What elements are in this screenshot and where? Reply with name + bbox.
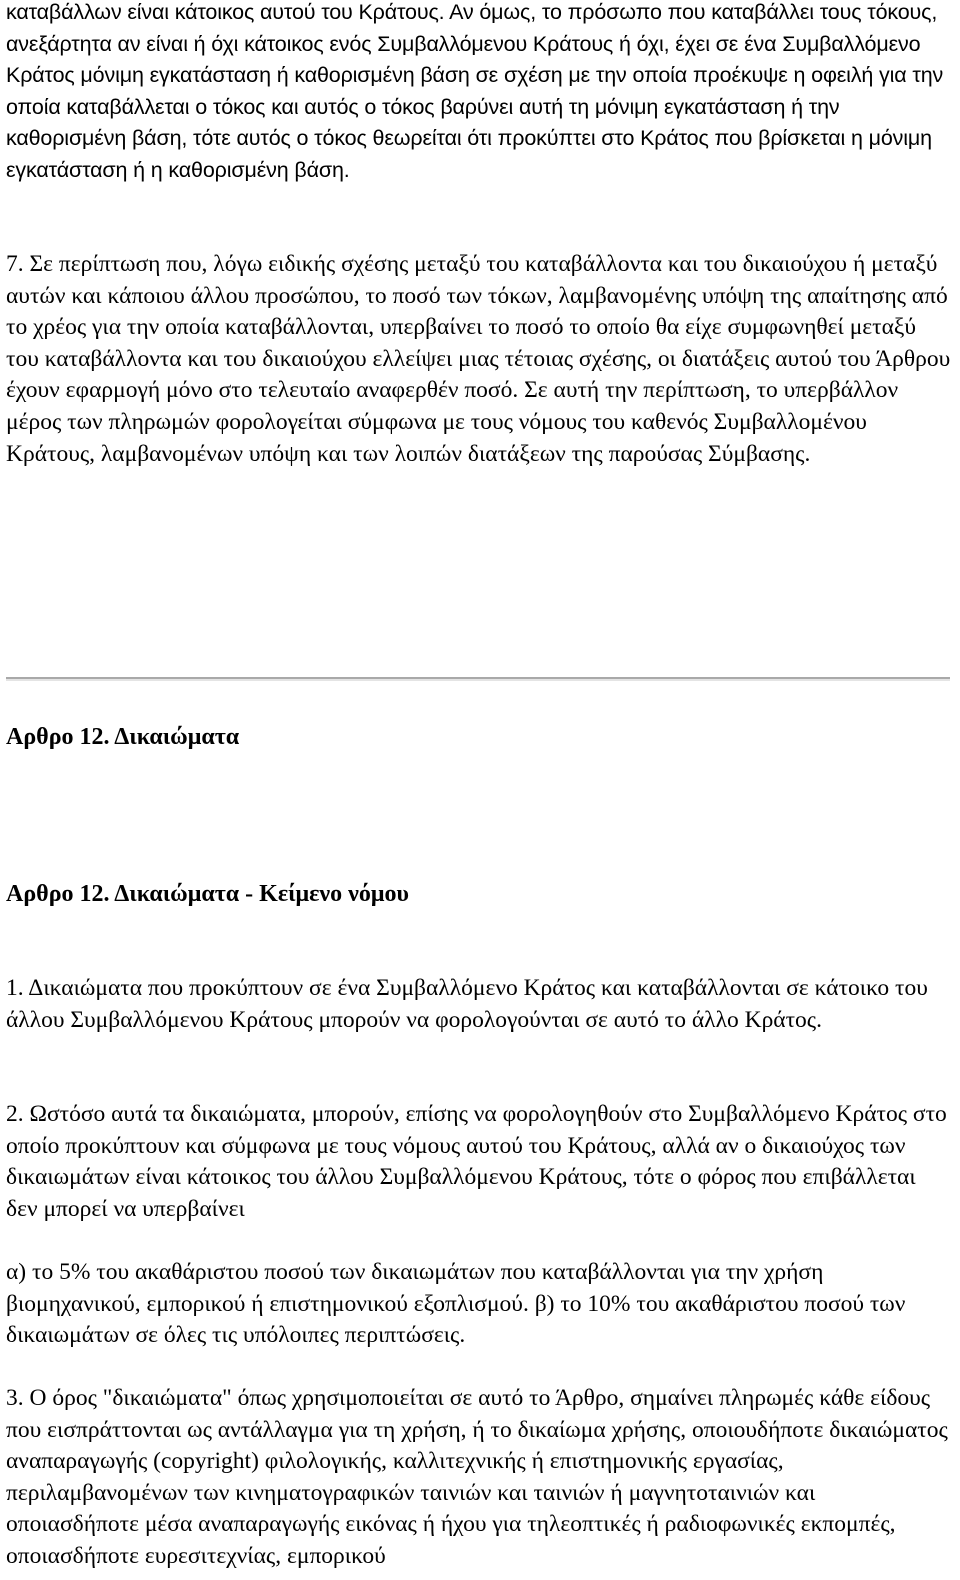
paragraph-7: 7. Σε περίπτωση που, λόγω ειδικής σχέσης μεταξύ του καταβάλλοντα και του δικαιούχου ή μεταξύ αυτών και κάποιου άλλου προσώπου, το ποσό των τόκων, λαμβανομένης υπόψη της απαίτησης από το χρέος για την οποία καταβάλλονται, υπερβαίνει το ποσό το οποίο θα είχε συμφωνηθεί μεταξύ του καταβάλλοντα και του δικαιούχου ελλείψει μιας τέτοιας σχέσης, οι διατάξεις αυτού του Άρθρου έχουν εφαρμογή μόνο στο τελευταίο αναφερθέν ποσό. Σε αυτή την περίπτωση, το υπερβάλλον μέρος των πληρωμών φορολογείται σύμφωνα με τους νόμους του καθενός Συμβαλλομένου Κράτους, λαμβανομένων υπόψη και των λοιπών διατάξεων της παρούσας Σύμβασης. <box>6 251 951 467</box>
paragraph-1: 1. Δικαιώματα που προκύπτουν σε ένα Συμβαλλόμενο Κράτος και καταβάλλονται σε κάτοικο του άλλου Συμβαλλόμενου Κράτους μπορούν να φορολογούνται σε αυτό το άλλο Κράτος. <box>6 975 928 1033</box>
article-heading-law-text: Αρθρο 12. Δικαιώματα - Κείμενο νόμου <box>6 881 409 907</box>
carryover-paragraph: καταβάλλων είναι κάτοικος αυτού του Κράτους. Αν όμως, το πρόσωπο που καταβάλλει τους τόκους, ανεξάρτητα αν είναι ή όχι κάτοικος ενός Συμβαλλόμενου Κράτους ή όχι, έχει σε ένα Συμβαλλόμενο Κράτος μόνιμη εγκατάσταση ή καθορισμένη βάση σε σχέση με την οποία προέκυψε η οφειλή για την οποία καταβάλλεται ο τόκος και αυτός ο τόκος βαρύνει αυτή τη μόνιμη εγκατάσταση ή την καθορισμένη βάση, τότε αυτός ο τόκος θεωρείται ότι προκύπτει στο Κράτος που βρίσκεται η μόνιμη εγκατάσταση ή η καθορισμένη βάση. <box>6 0 944 182</box>
paragraph-2-subitems: α) το 5% του ακαθάριστου ποσού των δικαιωμάτων που καταβάλλονται για την χρήση βιομηχανικού, εμπορικού ή επιστημονικού εξοπλισμού. β) το 10% του ακαθάριστου ποσού των δικαιωμάτων σε όλες τις υπόλοιπες περιπτώσεις. <box>6 1259 906 1349</box>
horizontal-rule <box>6 677 950 681</box>
article-heading: Αρθρο 12. Δικαιώματα <box>6 724 240 750</box>
paragraph-2: 2. Ωστόσο αυτά τα δικαιώματα, μπορούν, επίσης να φορολογηθούν στο Συμβαλλόμενο Κράτος στο οποίο προκύπτουν και σύμφωνα με τους νόμους αυτού του Κράτους, αλλά αν ο δικαιούχος των δικαιωμάτων είναι κάτοικος του άλλου Συμβαλλόμενου Κράτους, τότε ο φόρος που επιβάλλεται δεν μπορεί να υπερβαίνει <box>6 1101 947 1222</box>
paragraph-3: 3. Ο όρος "δικαιώματα" όπως χρησιμοποιείται σε αυτό το Άρθρο, σημαίνει πληρωμές κάθε είδους που εισπράττονται ως αντάλλαγμα για τη χρήση, ή το δικαίωμα χρήσης, οποιουδήποτε δικαιώματος αναπαραγωγής (copyright) φιλολογικής, καλλιτεχνικής ή επιστημονικής εργασίας, περιλαμβανομένων των κινηματογραφικών ταινιών και ταινιών ή μαγνητοταινιών και οποιασδήποτε μέσα αναπαραγωγής εικόνας ή ήχου για τηλεοπτικές ή ραδιοφωνικές εκπομπές, οποιασδήποτε ευρεσιτεχνίας, εμπορικού <box>6 1385 948 1569</box>
